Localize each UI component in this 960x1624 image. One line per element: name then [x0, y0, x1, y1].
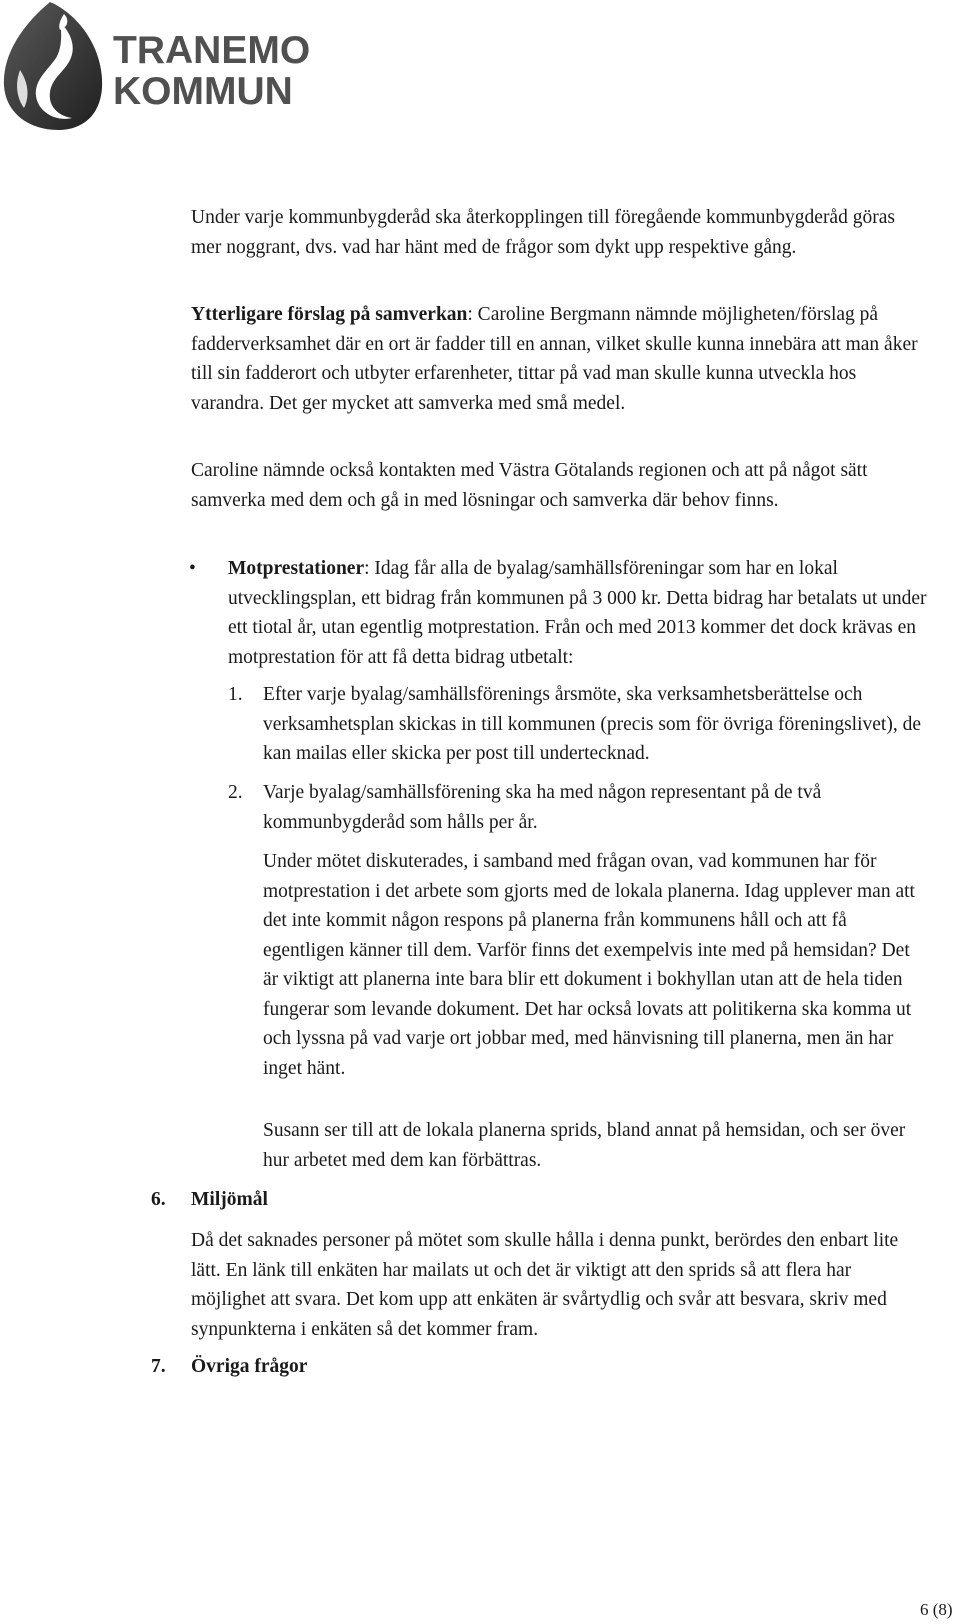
section-7-heading: Övriga frågor [191, 1356, 308, 1377]
collaboration-text: : Caroline Bergmann nämnde möjligheten/förslag på fadderverksamhet där en ort är fadder till en annan, vilket skulle kunna innebära att man åker till sin fadderort och utbyter erfarenheter, tittar på vad man skulle kunna utveckla hos varandra. Det ger mycket att samverka med små medel. [191, 304, 918, 414]
tranemo-kommun-logo [0, 0, 310, 135]
logo-wordmark [113, 30, 310, 112]
paragraph-feedback: Under varje kommunbygderåd ska återkopplingen till föregående kommunbygderåd göras mer noggrant, dvs. vad har hänt med de frågor som dykt upp respektive gång. [191, 207, 895, 258]
bullet-icon: • [189, 558, 196, 579]
section-6-heading: Miljömål [191, 1189, 268, 1210]
paragraph-susann: Susann ser till att de lokala planerna sprids, bland annat på hemsidan, och ser över hur arbetet med dem kan förbättras. [263, 1120, 906, 1171]
item-number-1: 1. [228, 684, 243, 705]
bullet-counterperformance [228, 554, 928, 672]
page-number: 6 (8) [920, 1600, 953, 1619]
section-7-number: 7. [151, 1356, 166, 1377]
section-6-text: Då det saknades personer på mötet som skulle hålla i denna punkt, berördes den enbart lite lätt. En länk till enkäten har mailats ut och det är viktigt att den sprids så att flera har möjlighet att svara. Det kom upp att enkäten är svårtydlig och svår att besvara, skriv med synpunkterna i enkäten så det kommer fram. [191, 1230, 899, 1340]
numbered-item-2: Varje byalag/samhällsförening ska ha med någon representant på de två kommunbygderåd som hålls per år. [263, 782, 822, 833]
item-number-2: 2. [228, 782, 243, 803]
numbered-item-1: Efter varje byalag/samhällsförenings årsmöte, ska verksamhetsberättelse och verksamhetsplan skickas in till kommunen (precis som för övriga föreningslivet), de kan mailas eller skicka per post till undertecknad. [263, 684, 921, 764]
section-6-number: 6. [151, 1189, 166, 1210]
collaboration-lead: Ytterligare förslag på samverkan [191, 304, 468, 325]
paragraph-region: Caroline nämnde också kontakten med Västra Götalands regionen och att på något sätt samverka med dem och gå in med lösningar och samverka där behov finns. [191, 460, 868, 511]
paragraph-meeting-discussion: Under mötet diskuterades, i samband med frågan ovan, vad kommunen har för motprestation i det arbete som gjorts med de lokala planerna. Idag upplever man att det inte kommit någon respons på planerna från kommunens håll och att få egentligen känner till dem. Varför finns det exempelvis inte med på hemsidan? Det är viktigt att planerna inte bara blir ett dokument i bokhyllan utan att de hela tiden fungerar som levande dokument. Det har också lovats att politikerna ska komma ut och lyssna på vad varje ort jobbar med, med hänvisning till planerna, men än har inget hänt. [263, 851, 915, 1079]
bullet-lead: Motprestationer [228, 558, 365, 579]
crane-flame-icon [0, 0, 110, 135]
bullet-text: : Idag får alla de byalag/samhällsföreningar som har en lokal utvecklingsplan, ett bidrag från kommunen på 3 000 kr. Detta bidrag har betalats ut under ett tiotal år, utan egentlig motprestation. Från och med 2013 kommer det dock krävas en motprestation för att få detta bidrag utbetalt: [228, 558, 927, 668]
logo-line-1: TRANEMO [113, 29, 311, 72]
logo-line-2: KOMMUN [113, 70, 293, 113]
paragraph-collaboration [191, 300, 931, 418]
